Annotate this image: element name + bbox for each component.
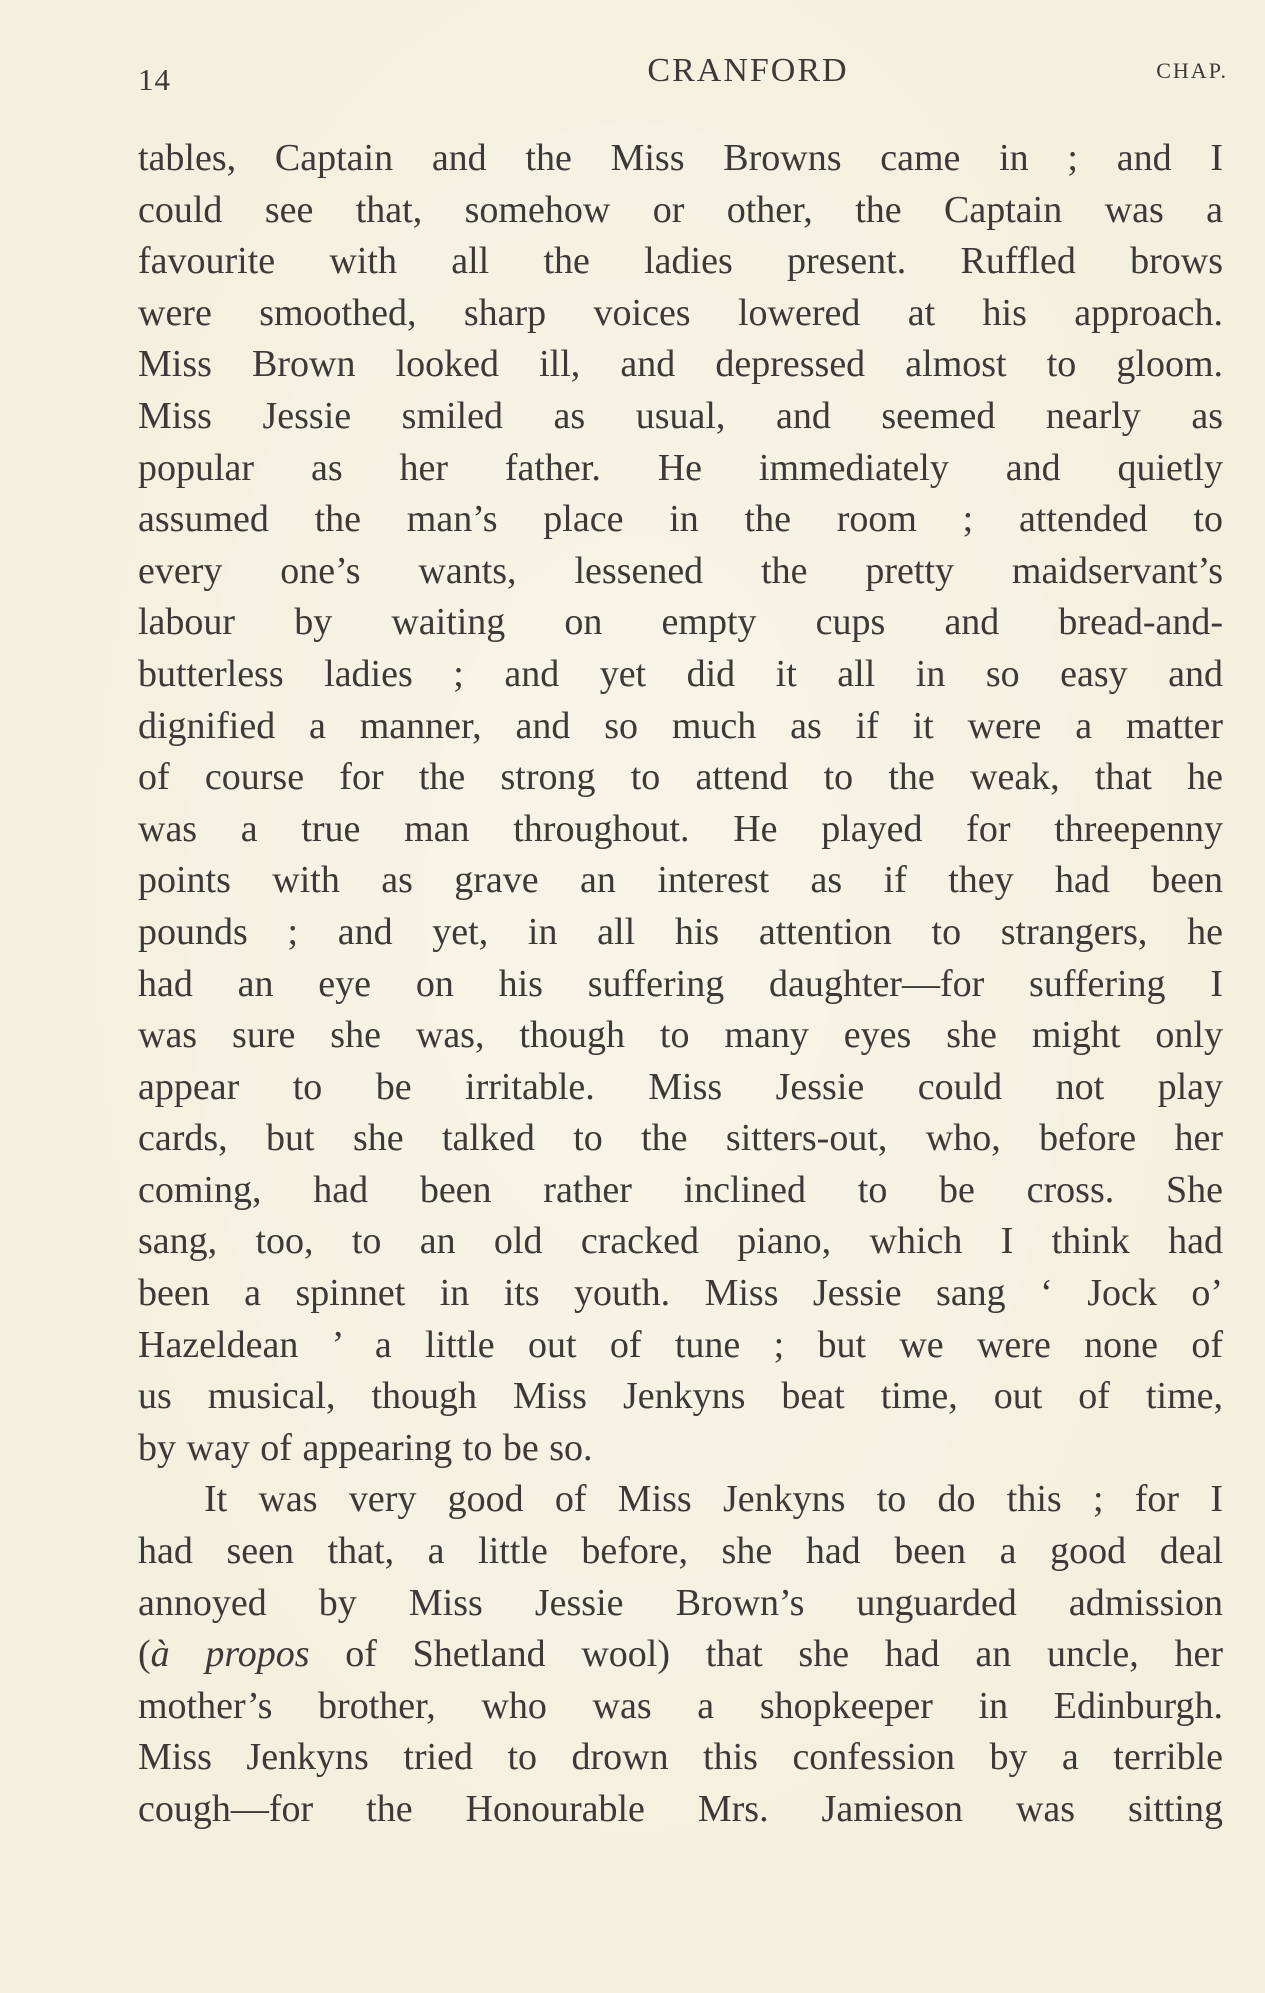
text-line: Miss Brown looked ill, and depressed almost to gloom. xyxy=(138,343,1223,386)
text-line: tables, Captain and the Miss Browns came in ; and I xyxy=(138,137,1223,179)
text-line: appear to be irritable. Miss Jessie could not play xyxy=(138,1065,1223,1108)
text-line: coming, had been rather inclined to be cross. She xyxy=(138,1168,1223,1211)
text-line: It was very good of Miss Jenkyns to do this ; for I xyxy=(204,1478,1223,1521)
text-line: cough—for the Honourable Mrs. Jamieson was sitting xyxy=(138,1788,1223,1830)
text-line: popular as her father. He immediately and quietly xyxy=(138,446,1223,489)
paragraph-1 xyxy=(138,133,1223,1474)
text-line: Miss Jenkyns tried to drown this confession by a terrible xyxy=(138,1736,1223,1779)
italic-phrase: à propos xyxy=(150,1633,310,1676)
text-line: cards, but she talked to the sitters-out, who, before her xyxy=(138,1117,1223,1160)
chapter-label: CHAP. xyxy=(1156,58,1228,83)
text-line: annoyed by Miss Jessie Brown’s unguarded admission xyxy=(138,1581,1223,1624)
text-line: us musical, though Miss Jenkyns beat time, out of time, xyxy=(138,1375,1223,1418)
paragraph-2 xyxy=(138,1474,1223,1835)
text-line: labour by waiting on empty cups and bread-and- xyxy=(138,601,1223,644)
text-line: points with as grave an interest as if they had been xyxy=(138,859,1223,902)
text-line: of course for the strong to attend to the weak, that he xyxy=(138,756,1223,799)
text-line-with-italic xyxy=(138,1629,1223,1681)
text-line: was a true man throughout. He played for threepenny xyxy=(138,807,1223,850)
text-line: had an eye on his suffering daughter—for suffering I xyxy=(138,962,1223,1005)
text-line: Miss Jessie smiled as usual, and seemed nearly as xyxy=(138,394,1223,437)
text-line: sang, too, to an old cracked piano, which I think had xyxy=(138,1220,1223,1263)
text-line: was sure she was, though to many eyes she might only xyxy=(138,1014,1223,1057)
text-line: been a spinnet in its youth. Miss Jessie sang ‘ Jock o’ xyxy=(138,1272,1223,1315)
text-line: pounds ; and yet, in all his attention to strangers, he xyxy=(138,910,1223,953)
text-line: assumed the man’s place in the room ; attended to xyxy=(138,498,1223,541)
text-line: by way of appearing to be so. xyxy=(138,1426,593,1469)
text-line: had seen that, a little before, she had been a good deal xyxy=(138,1530,1223,1573)
line-continuation: of Shetland wool) that she had an uncle, her xyxy=(309,1633,1223,1676)
text-line: were smoothed, sharp voices lowered at his approach. xyxy=(138,291,1223,334)
running-head xyxy=(138,52,1228,102)
text-line: mother’s brother, who was a shopkeeper in Edinburgh. xyxy=(138,1684,1223,1727)
open-parenthesis: ( xyxy=(138,1633,151,1676)
text-line: Hazeldean ’ a little out of tune ; but we were none of xyxy=(138,1323,1223,1366)
page-number: 14 xyxy=(138,62,171,97)
text-line: favourite with all the ladies present. Ruffled brows xyxy=(138,240,1223,283)
text-line: every one’s wants, lessened the pretty maidservant’s xyxy=(138,549,1223,592)
body-text xyxy=(138,133,1223,1836)
text-line: butterless ladies ; and yet did it all in so easy and xyxy=(138,652,1223,695)
text-line: could see that, somehow or other, the Captain was a xyxy=(138,188,1223,231)
running-title: CRANFORD xyxy=(647,52,849,89)
text-line: dignified a manner, and so much as if it were a matter xyxy=(138,704,1223,747)
